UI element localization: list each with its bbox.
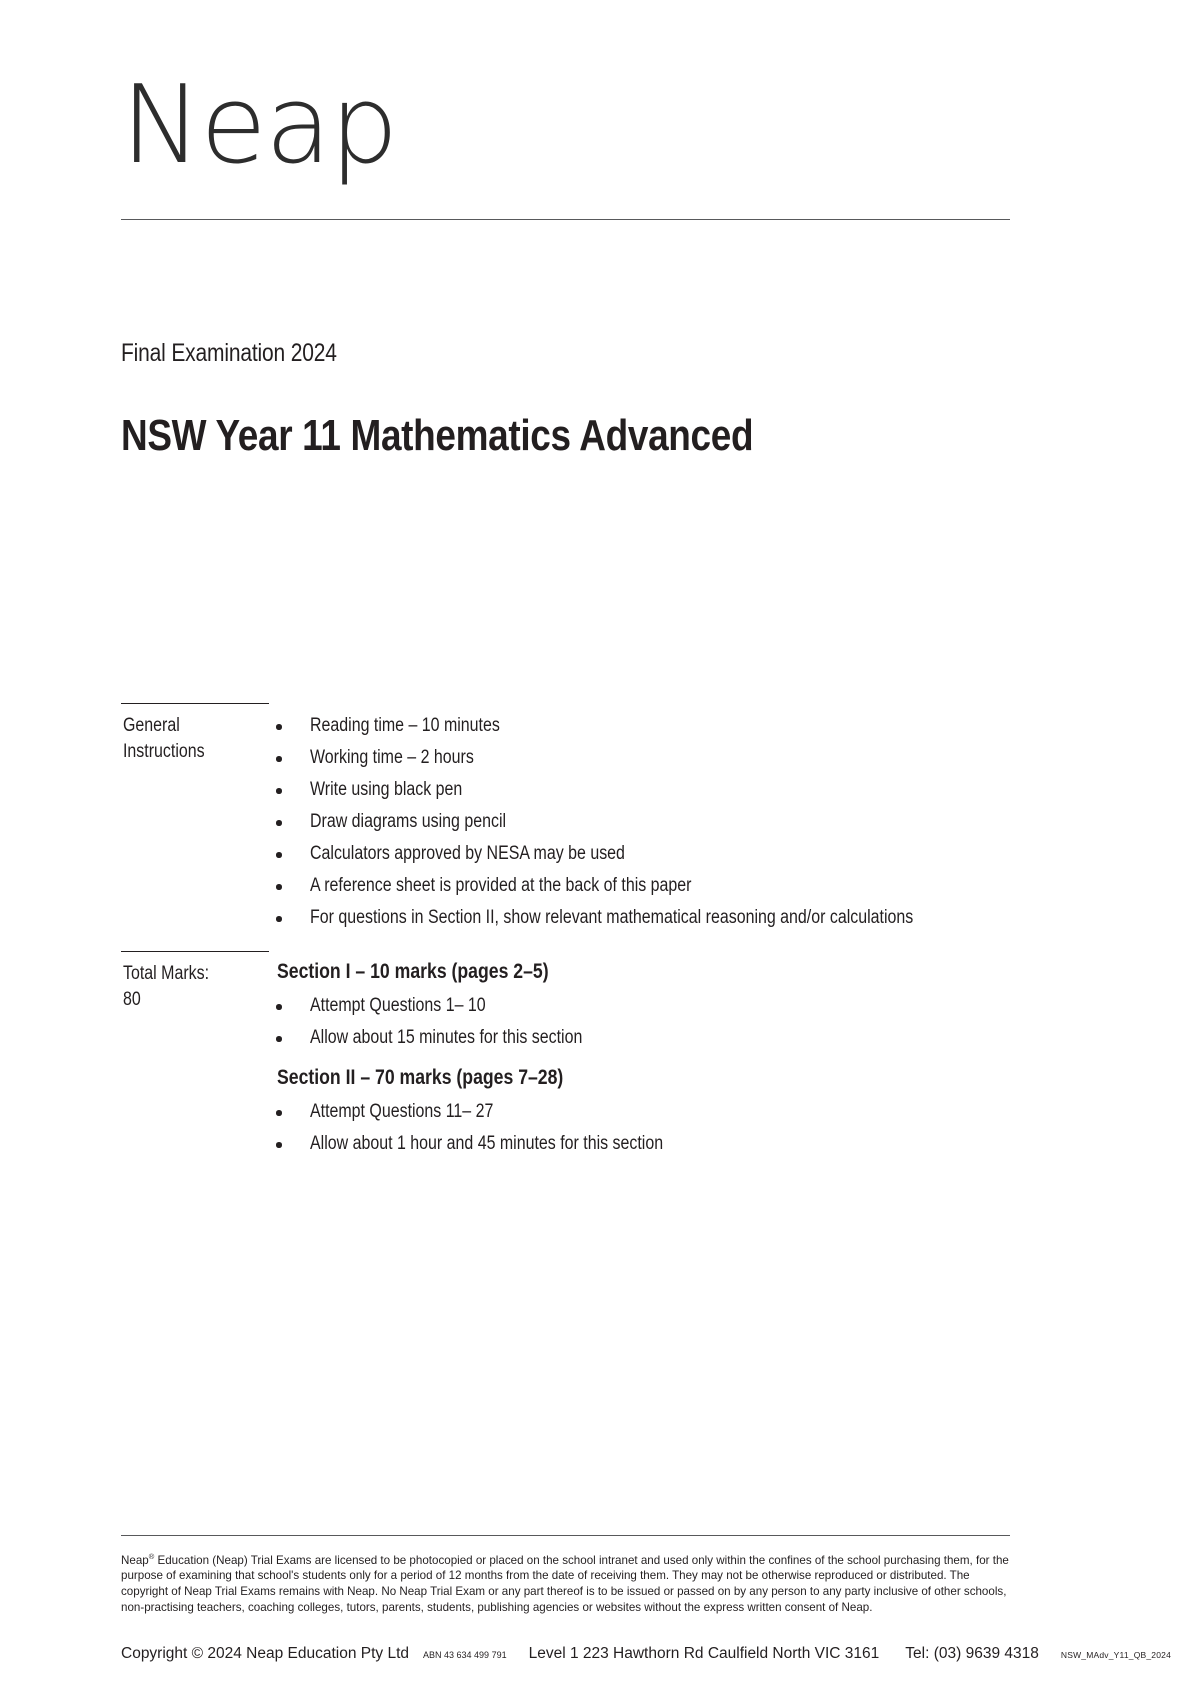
section-one-list xyxy=(274,990,634,1054)
total-marks-rule xyxy=(121,951,269,952)
section-two-list xyxy=(274,1096,730,1160)
footer-divider xyxy=(121,1535,1010,1536)
footer-abn: ABN 43 634 499 791 xyxy=(423,1650,507,1660)
page-title: NSW Year 11 Mathematics Advanced xyxy=(121,411,754,460)
general-instructions-label-line1: General xyxy=(123,715,180,736)
list-item: Allow about 15 minutes for this section xyxy=(274,1022,634,1054)
footer-address: Level 1 223 Hawthorn Rd Caulfield North VIC 3161 xyxy=(528,1645,880,1662)
neap-logo-text: Neap xyxy=(121,63,397,188)
section-one-heading: Section I – 10 marks (pages 2–5) xyxy=(277,960,549,983)
list-item: Allow about 1 hour and 45 minutes for this section xyxy=(274,1128,730,1160)
footer-licence-prefix: Neap xyxy=(121,1553,149,1567)
general-instructions-rule xyxy=(121,703,269,704)
total-marks-label: Total Marks: xyxy=(123,963,210,984)
list-item: Calculators approved by NESA may be used xyxy=(274,838,1028,870)
section-two-heading: Section II – 70 marks (pages 7–28) xyxy=(277,1066,564,1089)
list-item: A reference sheet is provided at the back of this paper xyxy=(274,870,1028,902)
footer-telephone: Tel: (03) 9639 4318 xyxy=(905,1645,1039,1662)
general-instructions-label-line2: Instructions xyxy=(123,741,205,762)
footer-bottom-row xyxy=(121,1645,1172,1663)
registered-trademark-icon: ® xyxy=(148,1552,155,1561)
list-item: Reading time – 10 minutes xyxy=(274,710,1028,742)
list-item: Attempt Questions 1– 10 xyxy=(274,990,634,1022)
list-item: Draw diagrams using pencil xyxy=(274,806,1028,838)
list-item: Attempt Questions 11– 27 xyxy=(274,1096,730,1128)
exam-label: Final Examination 2024 xyxy=(121,339,337,367)
list-item: For questions in Section II, show relevant mathematical reasoning and/or calculations xyxy=(274,902,1028,934)
footer-copyright: Copyright © 2024 Neap Education Pty Ltd xyxy=(121,1645,410,1662)
header-divider xyxy=(121,219,1010,220)
total-marks-value: 80 xyxy=(123,989,141,1010)
general-instructions-list xyxy=(274,710,1028,934)
list-item: Working time – 2 hours xyxy=(274,742,1028,774)
list-item: Write using black pen xyxy=(274,774,1028,806)
footer-licence-text xyxy=(121,1549,1011,1615)
footer-licence-body: Education (Neap) Trial Exams are licensed to be photocopied or placed on the school intranet and used only within the confines of the school purchasing them, for the purpose of examining that school's students only for a period of 12 months from the date of receiving them. They may not be otherwise reproduced or distributed. The copyright of Neap Trial Exams remains with Neap. No Neap Trial Exam or any part thereof is to be issued or passed on by any person to any party inclusive of other schools, non-practising teachers, coaching colleges, tutors, parents, students, publishing agencies or websites without the express written consent of Neap. xyxy=(121,1553,1009,1614)
footer-document-code: NSW_MAdv_Y11_QB_2024 xyxy=(1060,1650,1172,1660)
neap-logo xyxy=(121,63,397,188)
